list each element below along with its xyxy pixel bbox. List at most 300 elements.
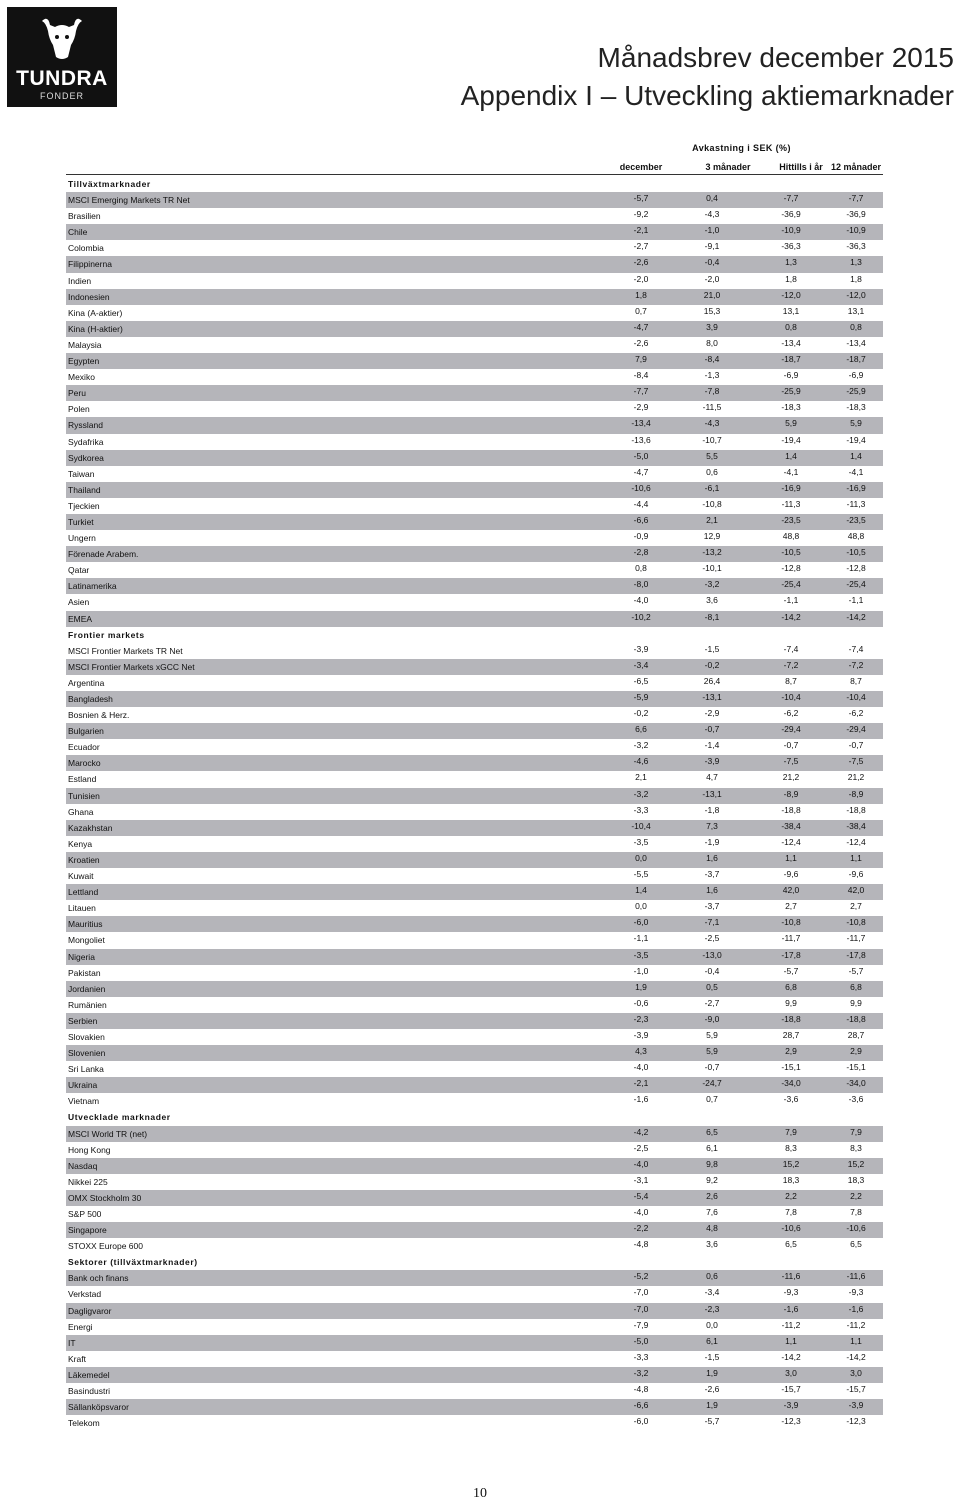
row-value: 48,8 bbox=[847, 531, 865, 542]
row-value: -25,9 bbox=[846, 386, 866, 397]
row-value: -12,3 bbox=[781, 1416, 801, 1427]
col-12m: 12 månader bbox=[830, 162, 882, 172]
row-value: 1,8 bbox=[635, 289, 647, 300]
row-value: -4,8 bbox=[633, 1384, 649, 1395]
row-value: 9,8 bbox=[706, 1158, 718, 1169]
logo-sub: FONDER bbox=[40, 91, 84, 101]
row-value: -16,9 bbox=[781, 482, 801, 493]
row-label: Kraft bbox=[68, 1353, 86, 1364]
row-value: -18,7 bbox=[846, 354, 866, 365]
row-value: -4,3 bbox=[704, 418, 720, 429]
row-value: -4,6 bbox=[633, 756, 649, 767]
row-label: Bosnien & Herz. bbox=[68, 710, 130, 721]
row-label: Sydafrika bbox=[68, 436, 104, 447]
row-value: -7,7 bbox=[633, 386, 649, 397]
row-value: -2,9 bbox=[704, 708, 720, 719]
row-value: -10,5 bbox=[781, 547, 801, 558]
row-value: -5,9 bbox=[633, 692, 649, 702]
page-number: 10 bbox=[473, 1486, 487, 1501]
row-value: -3,6 bbox=[783, 1094, 799, 1105]
row-value: -4,0 bbox=[633, 1207, 649, 1217]
row-value: 0,8 bbox=[785, 321, 797, 332]
row-value: 7,9 bbox=[635, 354, 647, 365]
row-value: -7,9 bbox=[633, 1319, 649, 1330]
row-value: -7,0 bbox=[633, 1303, 649, 1314]
row-label: Sektorer (tillväxtmarknader) bbox=[68, 1257, 198, 1268]
row-value: -10,4 bbox=[846, 692, 866, 702]
row-value: -5,7 bbox=[633, 193, 649, 204]
row-value: -9,0 bbox=[704, 1013, 720, 1024]
row-label: Läkemedel bbox=[68, 1369, 110, 1380]
row-value: -9,1 bbox=[704, 241, 720, 252]
row-value: -3,6 bbox=[848, 1094, 864, 1105]
row-value: -12,8 bbox=[846, 563, 866, 574]
row-label: IT bbox=[68, 1337, 76, 1348]
row-value: -9,3 bbox=[848, 1287, 864, 1298]
row-label: Serbien bbox=[68, 1015, 98, 1026]
row-label: Jordanien bbox=[68, 983, 106, 994]
row-label: Frontier markets bbox=[68, 629, 145, 640]
row-value: -8,9 bbox=[783, 788, 799, 799]
row-value: 1,9 bbox=[706, 1400, 718, 1411]
row-value: -5,4 bbox=[633, 1190, 649, 1201]
row-value: 7,8 bbox=[850, 1207, 862, 1217]
row-value: -0,2 bbox=[704, 659, 720, 670]
row-value: 6,8 bbox=[785, 981, 797, 992]
row-label: Peru bbox=[68, 388, 86, 399]
row-label: Vietnam bbox=[68, 1096, 100, 1107]
row-value: 3,0 bbox=[785, 1367, 797, 1378]
row-value: -7,8 bbox=[704, 386, 720, 397]
row-value: -7,5 bbox=[783, 756, 799, 767]
row-value: 6,1 bbox=[706, 1142, 718, 1153]
row-value: 2,9 bbox=[785, 1046, 797, 1057]
row-value: -10,8 bbox=[846, 917, 866, 928]
row-label: Ungern bbox=[68, 533, 96, 544]
row-value: 0,8 bbox=[850, 321, 862, 332]
row-value: -14,2 bbox=[781, 611, 801, 622]
row-label: Brasilien bbox=[68, 211, 101, 222]
row-value: -3,7 bbox=[704, 901, 720, 912]
row-value: 1,9 bbox=[706, 1367, 718, 1378]
row-value: -7,7 bbox=[783, 193, 799, 204]
row-value: -5,0 bbox=[633, 450, 649, 461]
page-subtitle: Appendix I – Utveckling aktiemarknader bbox=[460, 80, 954, 111]
row-value: -13,4 bbox=[781, 337, 801, 348]
row-value: -6,6 bbox=[633, 514, 649, 525]
row-value: -3,2 bbox=[633, 740, 649, 751]
row-value: 2,6 bbox=[706, 1190, 718, 1201]
row-value: -5,7 bbox=[783, 965, 799, 976]
row-label: MSCI Emerging Markets TR Net bbox=[68, 195, 190, 206]
row-value: -2,5 bbox=[633, 1142, 649, 1153]
row-value: -3,9 bbox=[704, 756, 720, 767]
row-value: -2,3 bbox=[633, 1013, 649, 1024]
row-label: Tunisien bbox=[68, 790, 100, 801]
row-value: -6,9 bbox=[783, 370, 799, 381]
row-value: -1,0 bbox=[633, 965, 649, 976]
row-label: Ukraina bbox=[68, 1080, 98, 1091]
row-value: -2,0 bbox=[704, 273, 720, 284]
row-value: -2,9 bbox=[633, 402, 649, 413]
row-value: -14,2 bbox=[781, 1351, 801, 1362]
row-label: Dagligvaror bbox=[68, 1305, 112, 1316]
row-value: -11,6 bbox=[846, 1271, 866, 1282]
row-value: -3,9 bbox=[783, 1400, 799, 1411]
page-title: Månadsbrev december 2015 bbox=[597, 42, 954, 73]
row-value: 6,1 bbox=[706, 1335, 718, 1346]
row-value: 0,0 bbox=[635, 901, 647, 912]
row-value: -8,4 bbox=[704, 354, 720, 365]
row-value: -2,7 bbox=[704, 997, 720, 1008]
row-value: -10,6 bbox=[781, 1223, 801, 1234]
row-value: 1,3 bbox=[850, 257, 862, 268]
row-value: -2,1 bbox=[633, 225, 649, 236]
row-value: -2,0 bbox=[633, 273, 649, 284]
row-value: 0,4 bbox=[706, 193, 718, 204]
row-value: -19,4 bbox=[846, 434, 866, 445]
row-value: -5,7 bbox=[848, 965, 864, 976]
row-value: 9,2 bbox=[706, 1174, 718, 1185]
row-value: -2,2 bbox=[633, 1223, 649, 1234]
row-value: 15,2 bbox=[847, 1158, 865, 1169]
row-value: 2,7 bbox=[850, 901, 862, 912]
row-value: 2,2 bbox=[850, 1190, 862, 1201]
row-value: 0,0 bbox=[706, 1319, 718, 1330]
row-value: -5,5 bbox=[633, 869, 649, 880]
row-value: -7,2 bbox=[848, 659, 864, 670]
row-value: 5,5 bbox=[706, 450, 718, 461]
row-label: Pakistan bbox=[68, 967, 101, 978]
row-value: -38,4 bbox=[846, 820, 866, 831]
row-value: -4,7 bbox=[633, 466, 649, 477]
row-value: 1,1 bbox=[850, 852, 862, 863]
row-value: -25,4 bbox=[846, 579, 866, 590]
row-value: 3,6 bbox=[706, 595, 718, 606]
table-row bbox=[66, 1415, 883, 1431]
row-value: -8,4 bbox=[633, 370, 649, 381]
row-value: -15,1 bbox=[846, 1062, 866, 1073]
row-label: Hong Kong bbox=[68, 1144, 111, 1155]
row-value: -7,7 bbox=[848, 193, 864, 204]
row-label: Slovakien bbox=[68, 1031, 105, 1042]
row-value: -7,1 bbox=[704, 917, 720, 928]
row-value: -11,3 bbox=[846, 498, 866, 509]
row-value: -1,4 bbox=[704, 740, 720, 751]
row-value: -4,2 bbox=[633, 1126, 649, 1137]
row-value: -10,1 bbox=[702, 563, 722, 574]
row-value: -0,7 bbox=[704, 1062, 720, 1073]
row-value: -13,2 bbox=[702, 547, 722, 558]
row-value: -9,3 bbox=[783, 1287, 799, 1298]
row-value: 0,8 bbox=[635, 563, 647, 574]
row-label: Basindustri bbox=[68, 1386, 111, 1397]
row-value: 7,9 bbox=[785, 1126, 797, 1137]
row-label: Kroatien bbox=[68, 854, 100, 865]
row-label: Argentina bbox=[68, 677, 105, 688]
row-value: -36,3 bbox=[781, 241, 801, 252]
row-value: -0,6 bbox=[633, 997, 649, 1008]
row-label: Malaysia bbox=[68, 339, 102, 350]
row-value: -1,6 bbox=[848, 1303, 864, 1314]
table-row bbox=[66, 1238, 883, 1254]
row-label: Asien bbox=[68, 597, 90, 608]
row-value: -10,5 bbox=[846, 547, 866, 558]
row-value: 6,5 bbox=[850, 1239, 862, 1250]
row-value: -6,2 bbox=[783, 708, 799, 719]
row-value: -13,1 bbox=[702, 788, 722, 799]
table-row bbox=[66, 1093, 883, 1109]
row-label: MSCI Frontier Markets xGCC Net bbox=[68, 661, 195, 672]
row-value: -2,7 bbox=[633, 241, 649, 252]
row-label: Nigeria bbox=[68, 951, 95, 962]
row-value: -2,1 bbox=[633, 1078, 649, 1089]
row-value: 42,0 bbox=[782, 885, 800, 896]
row-value: 9,9 bbox=[850, 997, 862, 1008]
logo-brand: TUNDRA bbox=[16, 67, 108, 90]
row-value: -6,1 bbox=[704, 482, 720, 493]
row-value: -10,6 bbox=[846, 1223, 866, 1234]
row-value: 6,5 bbox=[785, 1239, 797, 1250]
row-value: 21,2 bbox=[847, 772, 865, 783]
row-value: 1,6 bbox=[706, 852, 718, 863]
row-value: -18,8 bbox=[846, 804, 866, 815]
row-value: 2,2 bbox=[785, 1190, 797, 1201]
row-value: -2,3 bbox=[704, 1303, 720, 1314]
tundra-logo bbox=[7, 7, 117, 107]
row-value: 1,1 bbox=[785, 1335, 797, 1346]
row-value: -5,0 bbox=[633, 1335, 649, 1346]
row-value: -7,5 bbox=[848, 756, 864, 767]
row-value: 1,4 bbox=[635, 885, 647, 896]
row-value: -0,4 bbox=[704, 965, 720, 976]
row-value: 28,7 bbox=[782, 1029, 800, 1040]
row-label: Singapore bbox=[68, 1225, 107, 1236]
row-value: -1,5 bbox=[704, 1351, 720, 1362]
row-value: -0,9 bbox=[633, 531, 649, 542]
row-label: Bangladesh bbox=[68, 694, 113, 704]
row-label: Mauritius bbox=[68, 919, 103, 930]
row-value: -34,0 bbox=[846, 1078, 866, 1089]
row-label: Turkiet bbox=[68, 516, 94, 527]
row-label: MSCI Frontier Markets TR Net bbox=[68, 645, 183, 656]
row-value: -1,3 bbox=[704, 370, 720, 381]
row-label: STOXX Europe 600 bbox=[68, 1241, 143, 1252]
row-value: 5,9 bbox=[850, 418, 862, 429]
row-value: 2,1 bbox=[635, 772, 647, 783]
row-value: 4,7 bbox=[706, 772, 718, 783]
row-label: Latinamerika bbox=[68, 581, 117, 592]
row-value: -15,7 bbox=[781, 1384, 801, 1395]
returns-table bbox=[66, 176, 883, 1431]
row-value: 1,8 bbox=[850, 273, 862, 284]
row-label: Marocko bbox=[68, 758, 101, 769]
row-value: 2,9 bbox=[850, 1046, 862, 1057]
row-value: -10,8 bbox=[702, 498, 722, 509]
row-value: -3,3 bbox=[633, 804, 649, 815]
row-value: -17,8 bbox=[781, 949, 801, 960]
row-label: EMEA bbox=[68, 613, 93, 624]
row-value: -0,7 bbox=[704, 724, 720, 735]
row-value: -34,0 bbox=[781, 1078, 801, 1089]
row-value: -3,9 bbox=[633, 1029, 649, 1040]
row-value: -24,7 bbox=[702, 1078, 722, 1089]
row-label: Thailand bbox=[68, 484, 101, 495]
row-label: Mongoliet bbox=[68, 935, 105, 946]
row-value: -0,7 bbox=[848, 740, 864, 751]
row-value: -12,4 bbox=[846, 836, 866, 847]
row-value: 7,6 bbox=[706, 1207, 718, 1217]
row-value: 1,6 bbox=[706, 885, 718, 896]
row-label: Sällanköpsvaror bbox=[68, 1402, 129, 1413]
row-value: -3,2 bbox=[633, 1367, 649, 1378]
row-value: -3,9 bbox=[633, 643, 649, 654]
row-value: 8,7 bbox=[785, 675, 797, 686]
row-value: 1,1 bbox=[785, 852, 797, 863]
row-value: -25,4 bbox=[781, 579, 801, 590]
row-value: 5,9 bbox=[785, 418, 797, 429]
row-value: -10,7 bbox=[702, 434, 722, 445]
row-value: -10,9 bbox=[846, 225, 866, 236]
row-value: -12,4 bbox=[781, 836, 801, 847]
row-value: -18,3 bbox=[781, 402, 801, 413]
row-label: Estland bbox=[68, 774, 97, 785]
row-value: 0,6 bbox=[706, 466, 718, 477]
row-label: Telekom bbox=[68, 1418, 100, 1429]
row-value: -6,5 bbox=[633, 675, 649, 686]
row-label: Kina (A-aktier) bbox=[68, 307, 123, 318]
row-value: -10,6 bbox=[631, 482, 651, 493]
row-label: Förenade Arabem. bbox=[68, 549, 139, 560]
row-value: -0,4 bbox=[704, 257, 720, 268]
col-ytd: Hittills i år bbox=[779, 162, 823, 172]
row-label: Bulgarien bbox=[68, 726, 104, 737]
row-label: Energi bbox=[68, 1321, 93, 1332]
row-value: -13,4 bbox=[846, 337, 866, 348]
row-value: -15,7 bbox=[846, 1384, 866, 1395]
row-value: -10,4 bbox=[781, 692, 801, 702]
row-value: -3,7 bbox=[704, 869, 720, 880]
column-headers bbox=[66, 162, 883, 175]
row-value: 3,6 bbox=[706, 1239, 718, 1250]
row-value: -18,7 bbox=[781, 354, 801, 365]
row-value: 6,5 bbox=[706, 1126, 718, 1137]
row-value: -4,0 bbox=[633, 595, 649, 606]
row-value: -13,0 bbox=[702, 949, 722, 960]
row-label: Sri Lanka bbox=[68, 1064, 104, 1075]
row-value: -14,2 bbox=[846, 611, 866, 622]
row-value: -2,6 bbox=[633, 337, 649, 348]
row-value: -7,4 bbox=[783, 643, 799, 654]
row-value: 1,9 bbox=[635, 981, 647, 992]
row-value: 8,7 bbox=[850, 675, 862, 686]
row-label: Kazakhstan bbox=[68, 822, 113, 833]
row-value: -11,6 bbox=[781, 1271, 801, 1282]
row-value: -25,9 bbox=[781, 386, 801, 397]
row-value: 1,4 bbox=[785, 450, 797, 461]
row-value: -1,1 bbox=[848, 595, 864, 606]
row-label: Egypten bbox=[68, 356, 100, 367]
row-value: 6,8 bbox=[850, 981, 862, 992]
row-value: -5,7 bbox=[704, 1416, 720, 1427]
row-label: Bank och finans bbox=[68, 1273, 129, 1284]
row-value: -4,0 bbox=[633, 1158, 649, 1169]
col-december: december bbox=[619, 162, 663, 172]
row-label: Kenya bbox=[68, 838, 93, 849]
row-value: -4,7 bbox=[633, 321, 649, 332]
row-label: Nikkei 225 bbox=[68, 1176, 108, 1187]
row-value: 1,3 bbox=[785, 257, 797, 268]
row-value: 4,8 bbox=[706, 1223, 718, 1234]
row-value: 5,9 bbox=[706, 1046, 718, 1057]
row-label: Polen bbox=[68, 404, 90, 415]
row-value: -8,0 bbox=[633, 579, 649, 590]
col-3m: 3 månader bbox=[705, 162, 751, 172]
row-value: 28,7 bbox=[847, 1029, 865, 1040]
row-value: -14,2 bbox=[846, 1351, 866, 1362]
row-value: -6,0 bbox=[633, 917, 649, 928]
row-value: -3,1 bbox=[633, 1174, 649, 1185]
row-value: -1,6 bbox=[783, 1303, 799, 1314]
row-value: -9,6 bbox=[783, 869, 799, 880]
row-label: Taiwan bbox=[68, 468, 95, 479]
row-value: -0,2 bbox=[633, 708, 649, 719]
row-value: -3,5 bbox=[633, 949, 649, 960]
row-value: -12,0 bbox=[781, 289, 801, 300]
row-value: -29,4 bbox=[781, 724, 801, 735]
row-value: 9,9 bbox=[785, 997, 797, 1008]
row-value: -12,8 bbox=[781, 563, 801, 574]
row-value: -19,4 bbox=[781, 434, 801, 445]
row-label: Verkstad bbox=[68, 1289, 102, 1300]
row-value: -13,1 bbox=[702, 692, 722, 702]
row-label: Slovenien bbox=[68, 1048, 106, 1059]
row-value: 1,8 bbox=[785, 273, 797, 284]
row-label: S&P 500 bbox=[68, 1209, 102, 1219]
row-value: -1,8 bbox=[704, 804, 720, 815]
row-value: 0,6 bbox=[706, 1271, 718, 1282]
row-value: -11,2 bbox=[781, 1319, 801, 1330]
row-value: 2,1 bbox=[706, 514, 718, 525]
row-value: -4,8 bbox=[633, 1239, 649, 1250]
row-value: 7,9 bbox=[850, 1126, 862, 1137]
row-label: Filippinerna bbox=[68, 259, 112, 270]
row-label: Sydkorea bbox=[68, 452, 104, 463]
row-value: -10,4 bbox=[631, 820, 651, 831]
row-value: -12,3 bbox=[846, 1416, 866, 1427]
row-value: 15,2 bbox=[782, 1158, 800, 1169]
return-header: Avkastning i SEK (%) bbox=[692, 143, 791, 153]
row-label: Indien bbox=[68, 275, 92, 286]
row-value: 21,0 bbox=[703, 289, 721, 300]
row-value: -9,6 bbox=[848, 869, 864, 880]
row-value: 26,4 bbox=[703, 675, 721, 686]
row-value: 0,7 bbox=[635, 305, 647, 316]
row-value: 6,6 bbox=[635, 724, 647, 735]
row-label: Mexiko bbox=[68, 372, 95, 383]
row-value: -1,5 bbox=[704, 643, 720, 654]
row-value: -11,5 bbox=[702, 402, 722, 413]
row-value: -10,9 bbox=[781, 225, 801, 236]
row-value: 4,3 bbox=[635, 1046, 647, 1057]
bull-icon bbox=[38, 13, 86, 63]
row-label: OMX Stockholm 30 bbox=[68, 1192, 142, 1203]
row-value: -6,0 bbox=[633, 1416, 649, 1427]
row-value: -36,9 bbox=[781, 209, 801, 220]
row-value: 21,2 bbox=[782, 772, 800, 783]
row-value: -6,9 bbox=[848, 370, 864, 381]
row-value: -4,0 bbox=[633, 1062, 649, 1073]
